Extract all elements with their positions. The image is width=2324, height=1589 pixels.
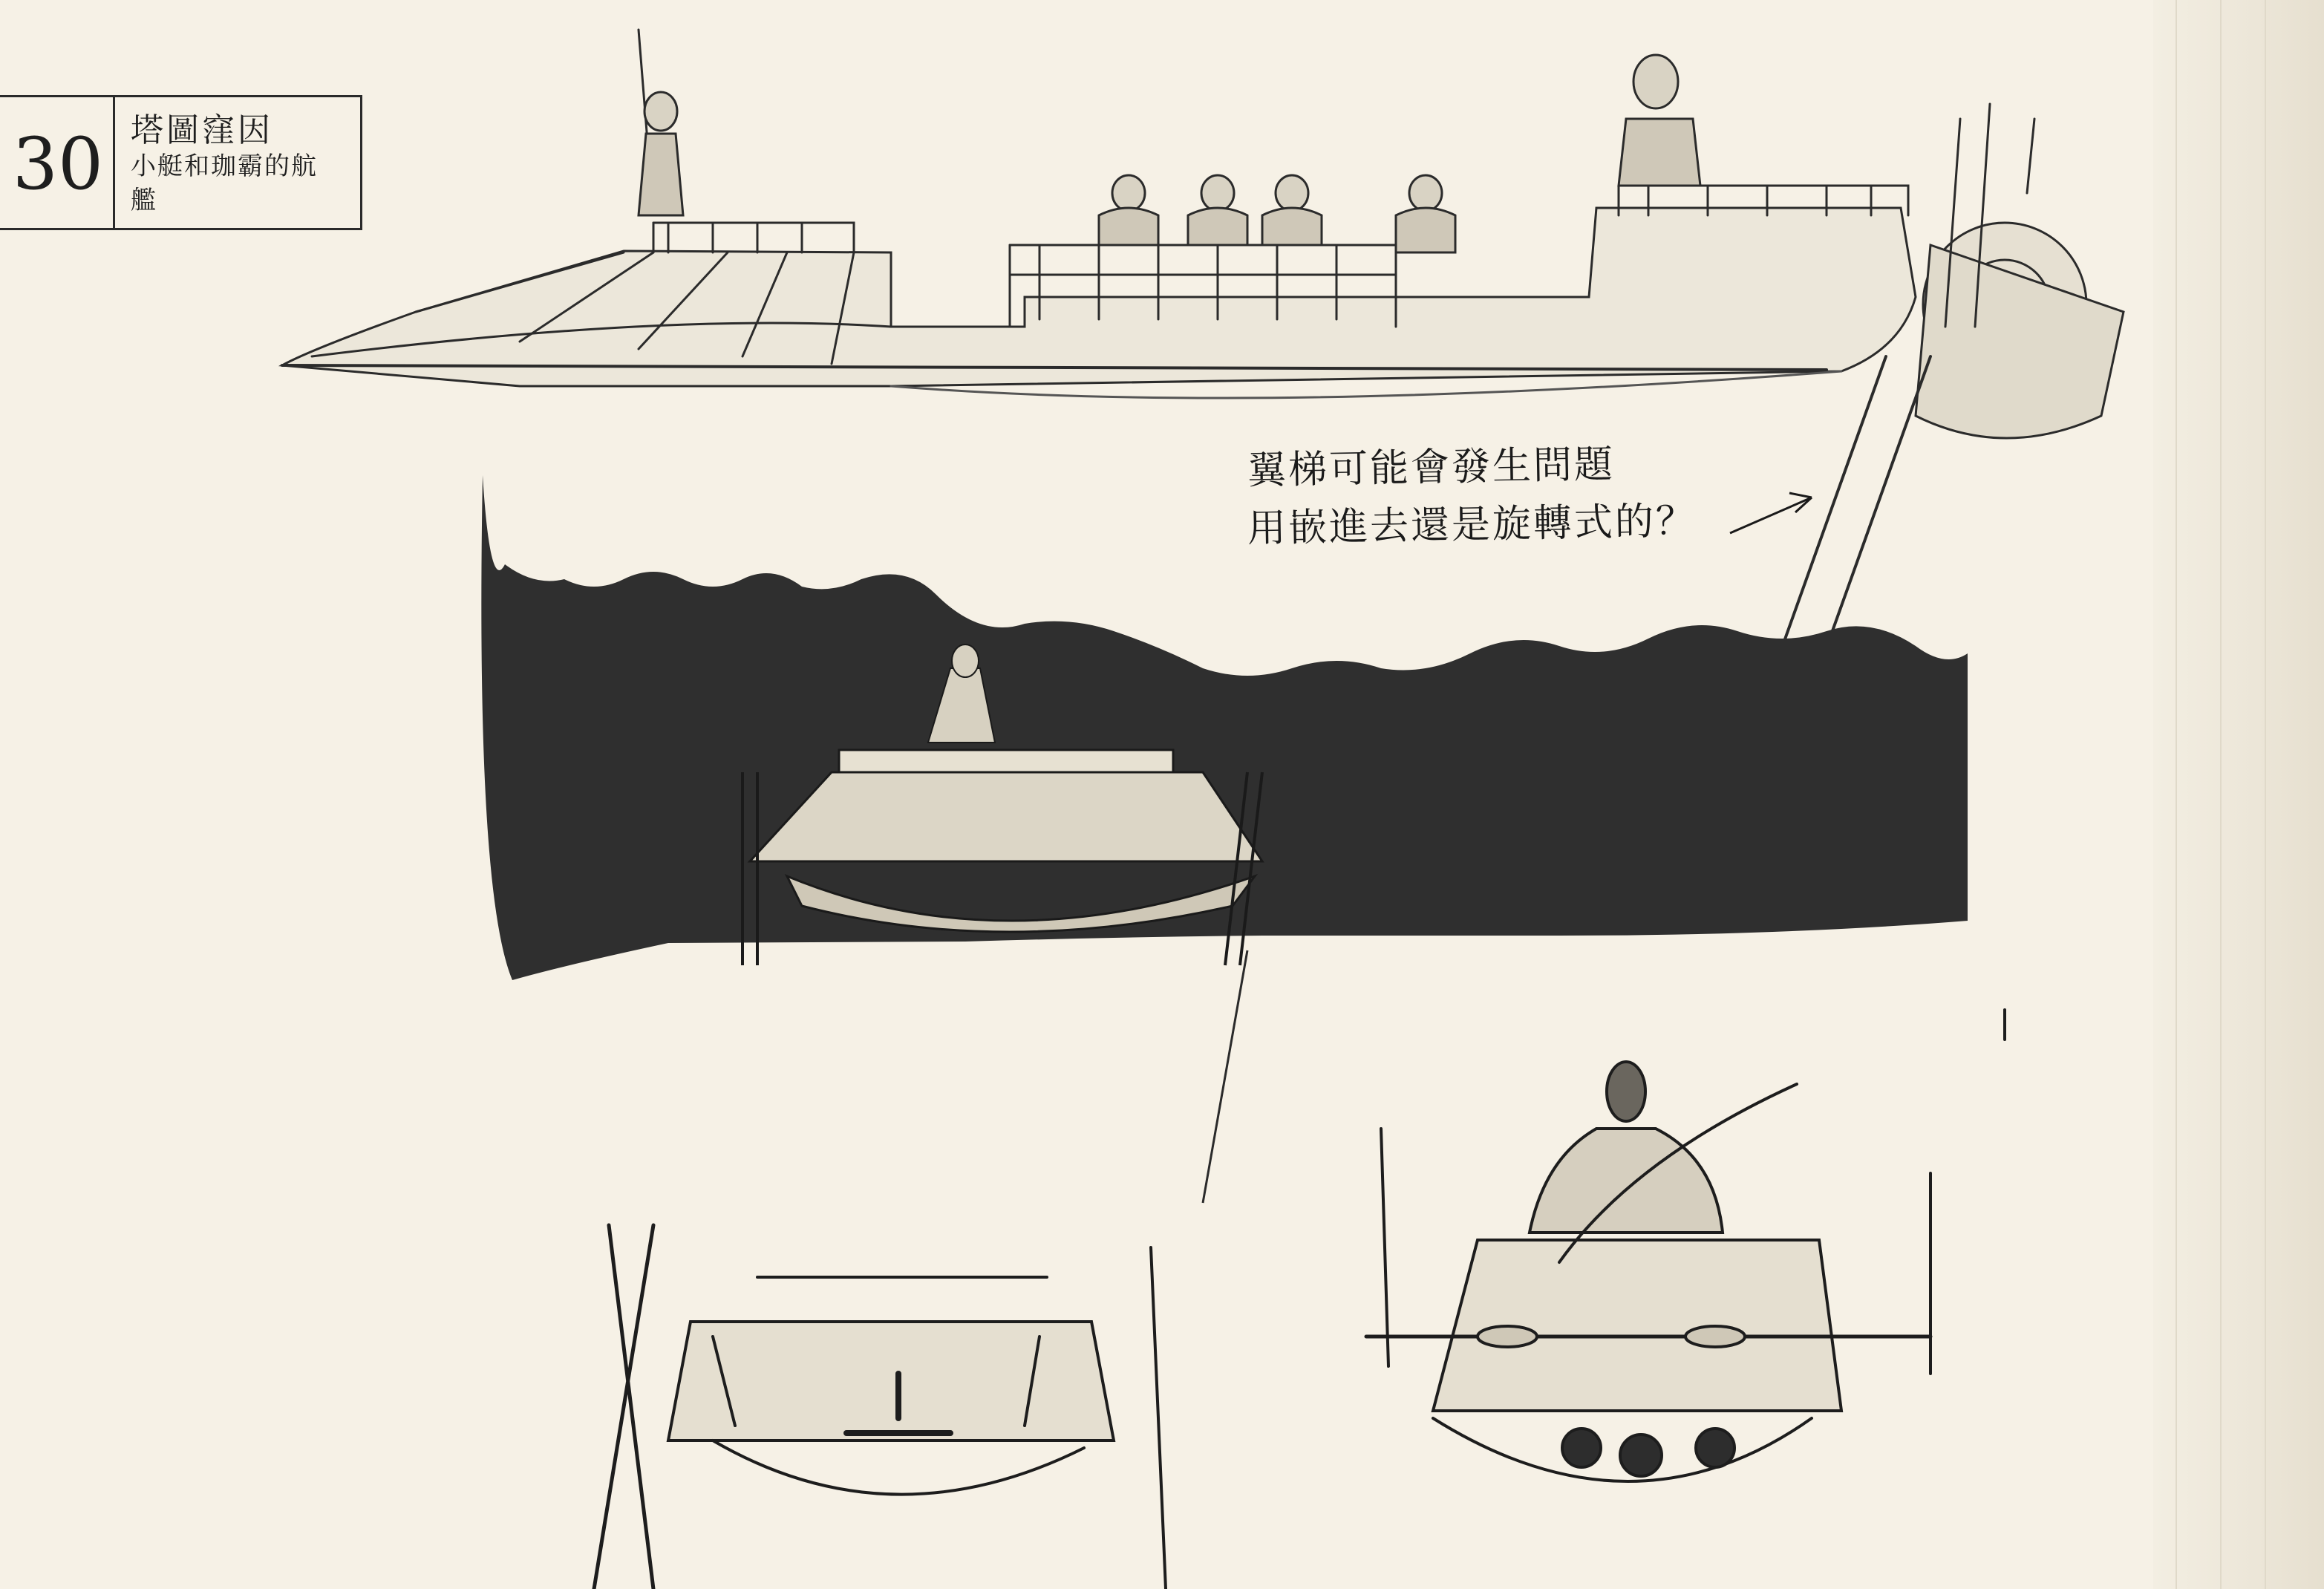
annotation-line-2: 用嵌進去還是旋轉式的？ [1247, 498, 1697, 552]
annotation-line-1: 翼梯可能會發生問題 [1247, 442, 1616, 494]
chapter-number: 30 [12, 123, 104, 206]
skiff-front-with-driver-icon [1366, 1010, 2005, 1481]
skiff-front-ink-wash-icon [481, 475, 1968, 1203]
chapter-title: 塔圖窪因 [131, 111, 273, 149]
annotation-arrow-icon [1730, 493, 1812, 533]
skiff-front-sketch-icon [594, 1225, 1166, 1589]
chapter-subtitle: 小艇和珈霸的航艦 [131, 151, 318, 215]
handwritten-annotation [1247, 438, 1697, 554]
